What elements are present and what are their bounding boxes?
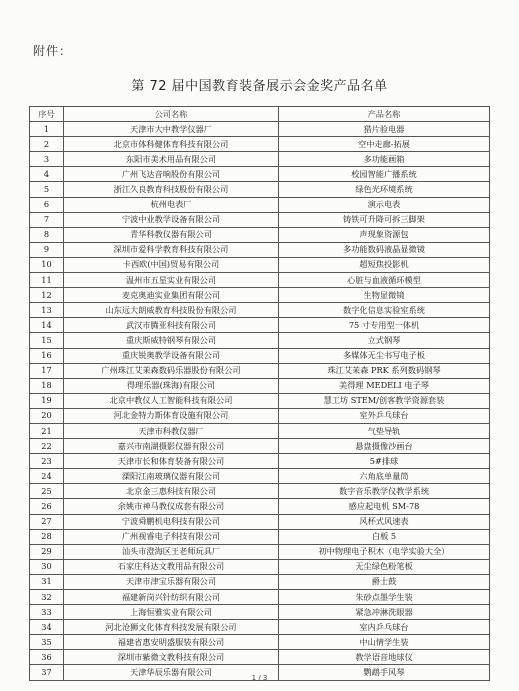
table-row (30, 197, 490, 212)
table-body (30, 122, 490, 680)
row-company: 宁波中业教学设备有限公司 (64, 212, 279, 227)
table-row (30, 393, 490, 408)
table-row (30, 574, 490, 589)
table-row (30, 529, 490, 544)
award-table (29, 106, 490, 681)
row-company: 天津华辰乐器有限公司 (64, 665, 279, 680)
row-company: 武汉市腾亚科技有限公司 (64, 318, 279, 333)
row-index: 1 (30, 122, 64, 137)
row-product: 多功能画箱 (279, 152, 490, 167)
row-index: 35 (30, 635, 64, 650)
row-index: 5 (30, 182, 64, 197)
row-index: 27 (30, 514, 64, 529)
row-company: 河北金特力斯体育设施有限公司 (64, 408, 279, 423)
row-product: 无尘绿色粉笔板 (279, 559, 490, 574)
table-row (30, 333, 490, 348)
row-company: 上海恒雅实业有限公司 (64, 605, 279, 620)
row-product: 悬盘摄像沙画台 (279, 439, 490, 454)
row-product: 多媒体无尘书写电子板 (279, 348, 490, 363)
row-product: 慧工坊 STEM/创客教学资源套装 (279, 393, 490, 408)
table-row (30, 378, 490, 393)
row-index: 21 (30, 423, 64, 438)
row-product: 风杯式风速表 (279, 514, 490, 529)
row-index: 11 (30, 273, 64, 288)
row-product: 美得理 MEDELI 电子琴 (279, 378, 490, 393)
row-product: 教学语音地球仪 (279, 650, 490, 665)
row-company: 山东远大朗威教育科技股份有限公司 (64, 303, 279, 318)
row-product: 5#排球 (279, 454, 490, 469)
row-company: 天津市科教仪器厂 (64, 423, 279, 438)
row-index: 29 (30, 544, 64, 559)
table-row (30, 122, 490, 137)
table-row (30, 212, 490, 227)
row-index: 20 (30, 408, 64, 423)
row-company: 嘉兴市南湖摄影仪器有限公司 (64, 439, 279, 454)
row-index: 15 (30, 333, 64, 348)
row-company: 深圳市爱科学教育科技有限公司 (64, 242, 279, 257)
row-company: 广州飞达音响股份有限公司 (64, 167, 279, 182)
row-company: 天津市大中教学仪器厂 (64, 122, 279, 137)
row-company: 重庆斯威特钢琴有限公司 (64, 333, 279, 348)
table-row (30, 363, 490, 378)
page-indicator: 1 / 3 (251, 674, 268, 682)
row-product: 初中物理电子积木（电学实验大全） (279, 544, 490, 559)
row-company: 福建新岗兴针纺织有限公司 (64, 590, 279, 605)
row-product: 室内乒乓球台 (279, 620, 490, 635)
row-product: 珠江艾茉森 PRK 系列数码钢琴 (279, 363, 490, 378)
row-index: 18 (30, 378, 64, 393)
table-row (30, 318, 490, 333)
table-row (30, 484, 490, 499)
table-row (30, 454, 490, 469)
row-index: 10 (30, 257, 64, 272)
row-index: 9 (30, 242, 64, 257)
row-product: 鹦鹉手风琴 (279, 665, 490, 680)
row-index: 7 (30, 212, 64, 227)
row-product: 中山情学生装 (279, 635, 490, 650)
row-index: 8 (30, 227, 64, 242)
row-index: 33 (30, 605, 64, 620)
row-product: 猎片验电器 (279, 122, 490, 137)
row-index: 28 (30, 529, 64, 544)
table-row (30, 605, 490, 620)
row-company: 重庆锐奥教学设备有限公司 (64, 348, 279, 363)
table-row (30, 439, 490, 454)
table-row (30, 137, 490, 152)
row-index: 34 (30, 620, 64, 635)
row-company: 石家庄科达文教用品有限公司 (64, 559, 279, 574)
row-index: 17 (30, 363, 64, 378)
row-company: 杭州电表厂 (64, 197, 279, 212)
header-product: 产品名称 (279, 107, 490, 122)
row-product: 爵士鼓 (279, 574, 490, 589)
table-row (30, 257, 490, 272)
table-row (30, 288, 490, 303)
row-index: 14 (30, 318, 64, 333)
row-product: 室外乒乓球台 (279, 408, 490, 423)
table-row (30, 544, 490, 559)
row-company: 福建省惠安明盛服装有限公司 (64, 635, 279, 650)
document-title: 第 72 届中国教育装备展示会金奖产品名单 (131, 79, 388, 94)
row-index: 25 (30, 484, 64, 499)
row-product: 演示电表 (279, 197, 490, 212)
row-product: 空中走廊-拓展 (279, 137, 490, 152)
table-row (30, 620, 490, 635)
row-index: 13 (30, 303, 64, 318)
row-index: 24 (30, 469, 64, 484)
header-index: 序号 (30, 107, 64, 122)
row-product: 朱砂点墨学生装 (279, 590, 490, 605)
row-product: 多功能数码液晶显微镜 (279, 242, 490, 257)
row-product: 气垫导轨 (279, 423, 490, 438)
table-row (30, 182, 490, 197)
row-product: 紧急冲淋洗眼器 (279, 605, 490, 620)
row-product: 感应起电机 SM-78 (279, 499, 490, 514)
row-product: 校园智能广播系统 (279, 167, 490, 182)
row-company: 得理乐器(珠海)有限公司 (64, 378, 279, 393)
row-index: 3 (30, 152, 64, 167)
table-row (30, 499, 490, 514)
table-row (30, 469, 490, 484)
table-row (30, 408, 490, 423)
row-index: 32 (30, 590, 64, 605)
table-row (30, 423, 490, 438)
row-index: 19 (30, 393, 64, 408)
row-product: 白板 5 (279, 529, 490, 544)
row-index: 16 (30, 348, 64, 363)
table-row (30, 167, 490, 182)
row-index: 30 (30, 559, 64, 574)
row-index: 31 (30, 574, 64, 589)
table-row (30, 635, 490, 650)
row-company: 溧阳江南玻璃仪器有限公司 (64, 469, 279, 484)
table-row (30, 514, 490, 529)
row-company: 天津市津宝乐器有限公司 (64, 574, 279, 589)
table-row (30, 227, 490, 242)
row-index: 4 (30, 167, 64, 182)
row-company: 余姚市神马教仪成套有限公司 (64, 499, 279, 514)
header-company: 公司名称 (64, 107, 279, 122)
row-product: 立式钢琴 (279, 333, 490, 348)
row-index: 2 (30, 137, 64, 152)
row-index: 23 (30, 454, 64, 469)
row-company: 东阳市美术用品有限公司 (64, 152, 279, 167)
row-company: 青华科教仪器有限公司 (64, 227, 279, 242)
row-company: 天津市长和体育装备有限公司 (64, 454, 279, 469)
row-company: 北京中教仪人工智能科技有限公司 (64, 393, 279, 408)
row-company: 温州市五星实业有限公司 (64, 273, 279, 288)
table-header-row (30, 107, 490, 122)
table-row (30, 650, 490, 665)
row-company: 麦克奥迪实业集团有限公司 (64, 288, 279, 303)
row-product: 绿色光环境系统 (279, 182, 490, 197)
row-company: 浙江久良教育科技股份有限公司 (64, 182, 279, 197)
row-product: 六角底单量筒 (279, 469, 490, 484)
row-company: 河北沧狮文化体育科技发展有限公司 (64, 620, 279, 635)
row-company: 北京金三惠科技有限公司 (64, 484, 279, 499)
row-index: 26 (30, 499, 64, 514)
table-row (30, 273, 490, 288)
attachment-label: 附件： (33, 44, 73, 58)
row-company: 宁波舜鹏机电科技有限公司 (64, 514, 279, 529)
row-product: 声现象资源包 (279, 227, 490, 242)
row-company: 北京市体科健体育科技有限公司 (64, 137, 279, 152)
row-index: 22 (30, 439, 64, 454)
row-index: 37 (30, 665, 64, 680)
table-row (30, 590, 490, 605)
row-product: 数字化信息实验室系统 (279, 303, 490, 318)
row-product: 超短焦投影机 (279, 257, 490, 272)
row-company: 卡西欧(中国)贸易有限公司 (64, 257, 279, 272)
table-row (30, 242, 490, 257)
table-row (30, 152, 490, 167)
row-index: 12 (30, 288, 64, 303)
row-company: 广州视睿电子科技有限公司 (64, 529, 279, 544)
table-row (30, 559, 490, 574)
row-product: 心脏与血液循环模型 (279, 273, 490, 288)
row-product: 生物显微镜 (279, 288, 490, 303)
row-product: 铸铁可升降可拆三脚架 (279, 212, 490, 227)
row-index: 36 (30, 650, 64, 665)
row-product: 75 寸专用型一体机 (279, 318, 490, 333)
row-company: 深圳市紫微文教科技有限公司 (64, 650, 279, 665)
table-row (30, 303, 490, 318)
table-row (30, 348, 490, 363)
row-company: 汕头市澄海区王老师玩具厂 (64, 544, 279, 559)
row-product: 数字音乐教学仪教学系统 (279, 484, 490, 499)
row-index: 6 (30, 197, 64, 212)
row-company: 广州珠江艾茉森数码乐器股份有限公司 (64, 363, 279, 378)
